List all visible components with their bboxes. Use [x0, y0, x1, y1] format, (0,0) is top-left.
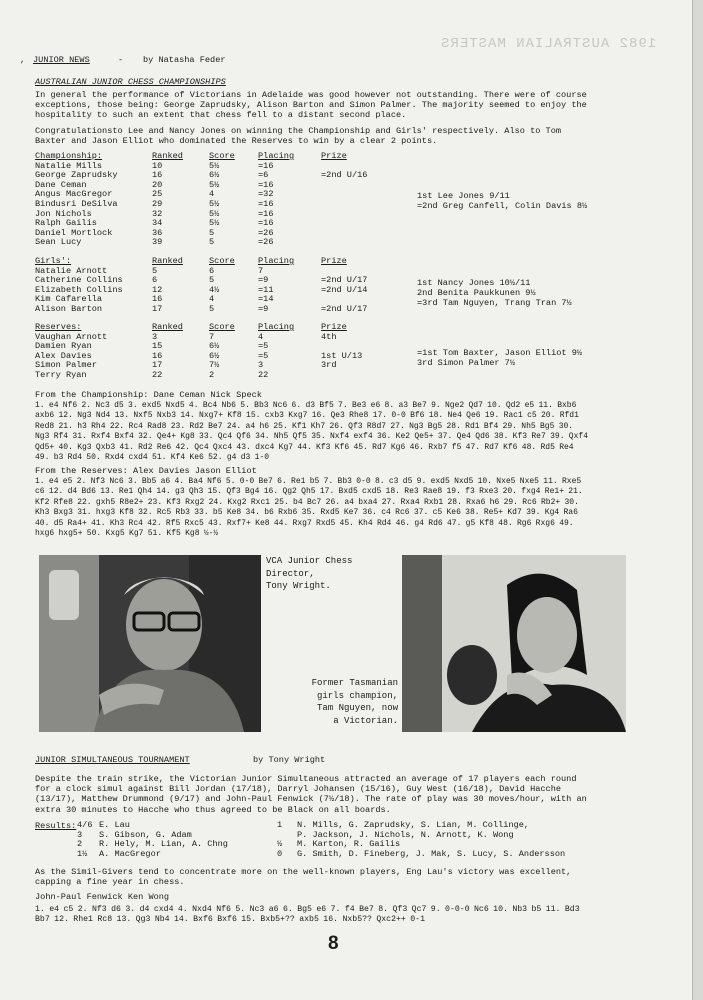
result-players: G. Smith, D. Fineberg, J. Mak, S. Lucy, S. Andersson: [297, 848, 566, 859]
result-score: 0: [277, 848, 283, 859]
prize-value: =2nd U/16: [321, 170, 368, 181]
reserves-rows: [35, 333, 362, 381]
col-prize: Prize: [321, 322, 347, 332]
results-left-table: [77, 821, 249, 859]
result-score: 2: [77, 839, 83, 850]
placing-value: =14: [258, 294, 274, 305]
results-left-rows: [77, 821, 249, 859]
player-name: Elizabeth Collins: [35, 284, 123, 295]
prize-value: 3rd: [321, 360, 337, 371]
ranked-value: 29: [152, 198, 163, 209]
placing-value: =16: [258, 160, 274, 171]
bleed-through-text: 1982 AUSTRALIAN MASTERS: [440, 36, 657, 52]
col-score: Score: [209, 256, 235, 266]
championship-note: =2nd Greg Canfell, Colin Davis 8½: [417, 201, 588, 211]
game2-moves: 1. e4 e5 2. Nf3 Nc6 3. Bb5 a6 4. Ba4 Nf6 5. 0-0 Be7 6. Re1 b5 7. Bb3 0-0 8. c3 d5 9. exd5 Nxd5 10. Nxe5 Nxe5 11. Rxe5 c6 12. d4 Bd6 13. Re1 Qh4 14. g3 Qh3 15. Qf3 Bg4 16. Qg2 Qh5 17. Bxd5 cxd5 18. Re3 Rae8 19. f3 Rxe3 20. fxg4 Re1+ 21. Kf2 Rfe8 22. gxh5 R8e2+ 23. Kf3 Rxg2 24. Kxg2 Rxc1 25. b4 Bc7 26. a4 bxa4 27. Rxa4 Rxb1 28. Rxa6 h6 29. Rc6 Rb2+ 30. Kh3 Bxg3 31. hxg3 Kf8 32. Rc5 Rb3 33. b5 Ke8 34. b6 Rxb6 35. Rxd5 Ke7 36. c4 Rc6 37. c5 Ke6 38. Re5+ Kd7 39. Kg4 Ra6 40. d5 Ra4+ 41. Kh3 Rc4 42. Rf5 Rxc5 43. Rxf7+ Ke8 44. Rxg7 Rxd5 45. Kh4 Rd4 46. g4 Rd6 47. g5 Kf8 48. Rg6 Rxg6 49. hxg6 hxg5+ 50. Kxg5 Kg7 51. Kf5 Kg8 ½-½: [35, 477, 583, 539]
placing-value: 7: [258, 265, 264, 276]
ranked-value: 3: [152, 331, 158, 342]
score-value: 7: [209, 331, 215, 342]
table-row: [35, 238, 367, 248]
ranked-value: 17: [152, 360, 163, 371]
photo-tony-wright: [39, 555, 261, 732]
result-players: E. Lau: [99, 820, 130, 830]
col-placing: Placing: [258, 322, 295, 332]
girls-note: 1st Nancy Jones 10½/11: [417, 278, 531, 288]
simul-title: JUNIOR SIMULTANEOUS TOURNAMENT: [35, 755, 190, 765]
col-ranked: Ranked: [152, 151, 183, 161]
score-value: 5½: [209, 179, 220, 190]
score-value: 6½: [209, 341, 220, 352]
prize-value: [321, 210, 367, 220]
score-value: 6½: [209, 170, 220, 181]
score-value: 5½: [209, 208, 220, 219]
col-ranked: Ranked: [152, 322, 183, 332]
championship-note: 1st Lee Jones 9/11: [417, 191, 510, 201]
player-name: Sean Lucy: [35, 237, 82, 248]
col-score: Score: [209, 151, 235, 161]
simul-byline: by Tony Wright: [253, 755, 326, 765]
placing-value: 4: [258, 331, 264, 342]
championships-subtitle: AUSTRALIAN JUNIOR CHESS CHAMPIONSHIPS: [35, 77, 226, 87]
simul-game-moves: 1. e4 c5 2. Nf3 d6 3. d4 cxd4 4. Nxd4 Nf6 5. Nc3 a6 6. Bg5 e6 7. f4 Be7 8. Qf3 Qc7 9. 0-0-0 Nc6 10. Nb3 b5 11. Bd3 Bb7 12. Rhe1 Rc8 13. Qg3 Nb4 14. Bxf6 Bxf6 15. Bxb5+?? axb5 16. Nxb5?? Qxc2++ 0-1: [35, 905, 580, 925]
simul-game-header: John-Paul Fenwick Ken Wong: [35, 892, 170, 902]
player-name: Angus MacGregor: [35, 189, 113, 200]
result-row: [77, 850, 249, 860]
section-title: Girls':: [35, 256, 72, 266]
player-name: Alison Barton: [35, 303, 103, 314]
player-name: Natalie Arnott: [35, 265, 108, 276]
player-name: Kim Cafarella: [35, 294, 103, 305]
score-value: 5: [209, 237, 215, 248]
score-value: 4: [209, 294, 215, 305]
result-score: 4/6: [77, 820, 93, 830]
table-row: [35, 305, 367, 315]
col-placing: Placing: [258, 151, 295, 161]
photo-tam-nguyen: [402, 555, 626, 732]
junior-news-title: JUNIOR NEWS: [33, 55, 90, 65]
results-label: Results:: [35, 821, 77, 831]
ranked-value: 20: [152, 179, 163, 190]
simul-closing: As the Simil-Givers tend to concentrate more on the well-known players, Eng Lau's victory was excellent, capping a fine year in chess.: [35, 867, 572, 888]
placing-value: =16: [258, 208, 274, 219]
prize-value: [321, 219, 367, 229]
prize-value: =2nd U/17: [321, 275, 368, 286]
byline: by Natasha Feder: [143, 55, 226, 65]
score-value: 2: [209, 369, 215, 380]
result-score: 1: [277, 820, 283, 830]
placing-value: =16: [258, 218, 274, 229]
reserves-note: 3rd Simon Palmer 7½: [417, 358, 515, 368]
table-row: [35, 371, 362, 381]
left-photo-caption: VCA Junior Chess Director, Tony Wright.: [266, 556, 353, 591]
ranked-value: 25: [152, 189, 163, 200]
simul-intro: Despite the train strike, the Victorian Junior Simultaneous attracted an average of 17 players each round for a clock simul against Bill Jordan (17/18), Darryl Johansen (15/16), Guy West (16/18), David Hacche (13/17), Matthew Drummond (9/17) and John-Paul Fenwick (7½/18). The rate of play was 30 moves/hour, with an extra 30 minutes to Hacche who thus agreed to be Black on all boards.: [35, 774, 587, 815]
reserves-note: =1st Tom Baxter, Jason Elliot 9½: [417, 348, 583, 358]
congrats-paragraph: Congratulationsto Lee and Nancy Jones on winning the Championship and Girls' respectively. Also to Tom Baxter and Jason Elliot who dominated the Reserves to win by a clear 2 points.: [35, 126, 562, 147]
reserves-table: [35, 323, 362, 381]
ranked-value: 12: [152, 284, 163, 295]
title-dash: -: [118, 55, 124, 65]
championship-rows: [35, 162, 367, 248]
ranked-value: 5: [152, 265, 158, 276]
score-value: 5½: [209, 218, 220, 229]
ranked-value: 16: [152, 170, 163, 181]
player-name: Vaughan Arnott: [35, 331, 108, 342]
player-name: George Zaprudsky: [35, 170, 118, 181]
ranked-value: 16: [152, 294, 163, 305]
score-value: 6½: [209, 350, 220, 361]
results-right-rows: [277, 821, 587, 859]
ranked-value: 16: [152, 350, 163, 361]
prize-value: [321, 181, 367, 191]
championship-table: [35, 152, 367, 248]
game1-moves: 1. e4 Nf6 2. Nc3 d5 3. exd5 Nxd5 4. Bc4 Nb6 5. Bb3 Nc6 6. d3 Bf5 7. Be3 e6 8. a3 Be7 9. Nge2 Qd7 10. Qd2 e5 11. Bxb6 axb6 12. Ng3 Nd4 13. Nxf5 Nxb3 14. Nxg7+ Kf8 15. cxb3 Kxg7 16. Qe3 Rhe8 17. 0-0 Bf6 18. Ne4 Qe6 19. Rac1 c5 20. Rfd1 Red8 21. h3 Rh4 22. Rc4 Rad8 23. Rd2 Be7 24. a4 h6 25. Kf1 Kh7 26. Qf3 R8d7 27. Ng3 Bg5 28. Rd1 Bf4 29. Nh5 Bg5 30. Ng3 Rf4 31. Rxf4 Bxf4 32. Qe4+ Kg8 33. Qc4 Qf6 34. Nh5 Qf5 35. Nxf4 exf4 36. Ke2 Qe5+ 37. Qe4 Qd6 38. Kf3 Re7 39. Qxf4 Qd5+ 40. Kg3 Qxb3 41. Rd2 Re6 42. Qc4 Qxc4 43. dxc4 Kg7 44. Kf3 Kf6 45. Rd7 Kg6 46. Rxb7 f5 47. Rd7 Kf6 48. Rd5 Re4 49. b3 Rd4 50. Rxd4 cxd4 51. Kf4 Ke6 52. g4 d3 1-0: [35, 401, 588, 463]
girls-note: =3rd Tam Nguyen, Trang Tran 7½: [417, 298, 572, 308]
page-edge: [692, 0, 703, 1000]
col-placing: Placing: [258, 256, 295, 266]
page-number: 8: [328, 933, 339, 954]
prize-value: 4th: [321, 331, 337, 342]
prize-value: =2nd U/14: [321, 284, 368, 295]
placing-value: =6: [258, 170, 269, 181]
ranked-value: 39: [152, 237, 163, 248]
col-prize: Prize: [321, 256, 347, 266]
result-players: A. MacGregor: [99, 848, 161, 859]
placing-value: 22: [258, 369, 269, 380]
ranked-value: 34: [152, 218, 163, 229]
placing-value: =26: [258, 237, 274, 248]
score-value: 6: [209, 265, 215, 276]
score-value: 4: [209, 189, 215, 200]
prize-value: 1st U/13: [321, 350, 363, 361]
bullet-mark: ,: [20, 55, 26, 65]
result-score: ½: [277, 839, 283, 850]
result-players: S. Gibson, G. Adam: [99, 829, 192, 840]
results-right-table: [277, 821, 587, 859]
ranked-value: 22: [152, 369, 163, 380]
player-name: Bindusri DeSilva: [35, 198, 118, 209]
placing-value: =32: [258, 189, 274, 200]
girls-table: [35, 257, 367, 315]
col-prize: Prize: [321, 151, 347, 161]
player-name: Daniel Mortlock: [35, 227, 113, 238]
player-name: Alex Davies: [35, 350, 92, 361]
player-name: Damien Ryan: [35, 341, 92, 352]
player-name: Simon Palmer: [35, 360, 97, 371]
score-value: 5½: [209, 160, 220, 171]
intro-paragraph: In general the performance of Victorians in Adelaide was good however not outstanding. There were of course exceptions, those being: George Zaprudsky, Alison Barton and Simon Palmer. The majority seemed to enjoy the hospitality to such an extent that chess fell to a distant second place.: [35, 90, 587, 121]
table-row: [35, 229, 367, 239]
player-name: Dane Ceman: [35, 179, 87, 190]
prize-value: =2nd U/17: [321, 303, 368, 314]
player-name: Ralph Gailis: [35, 218, 97, 229]
score-value: 7½: [209, 360, 220, 371]
player-name: Catherine Collins: [35, 275, 123, 286]
placing-value: =11: [258, 284, 274, 295]
section-title: Reserves:: [35, 322, 82, 332]
placing-value: =9: [258, 303, 269, 314]
score-value: 5: [209, 227, 215, 238]
result-players: N. Mills, G. Zaprudsky, S. Lian, M. Collinge,: [297, 820, 530, 830]
girls-note: 2nd Benita Paukkunen 9½: [417, 288, 536, 298]
ranked-value: 17: [152, 303, 163, 314]
prize-value: [321, 200, 367, 210]
ranked-value: 36: [152, 227, 163, 238]
prize-value: [321, 229, 367, 239]
prize-value: [321, 238, 367, 248]
score-value: 5½: [209, 198, 220, 209]
prize-value: [321, 371, 362, 381]
ranked-value: 6: [152, 275, 158, 286]
placing-value: =5: [258, 350, 269, 361]
ranked-value: 15: [152, 341, 163, 352]
score-value: 5: [209, 303, 215, 314]
placing-value: =5: [258, 341, 269, 352]
placing-value: =16: [258, 198, 274, 209]
ranked-value: 32: [152, 208, 163, 219]
placing-value: =16: [258, 179, 274, 190]
placing-value: =26: [258, 227, 274, 238]
player-name: Natalie Mills: [35, 160, 103, 171]
game1-header: From the Championship: Dane Ceman Nick Speck: [35, 390, 262, 400]
placing-value: =9: [258, 275, 269, 286]
col-score: Score: [209, 322, 235, 332]
result-players: R. Hely, M. Lian, A. Chng: [99, 839, 228, 850]
player-name: Jon Nichols: [35, 208, 92, 219]
prize-value: [321, 190, 367, 200]
score-value: 5: [209, 275, 215, 286]
section-title: Championship:: [35, 151, 103, 161]
result-row: [277, 850, 587, 860]
result-players: P. Jackson, J. Nichols, N. Arnott, K. Wong: [297, 829, 514, 840]
player-name: Terry Ryan: [35, 369, 87, 380]
placing-value: 3: [258, 360, 264, 371]
score-value: 4½: [209, 284, 220, 295]
girls-rows: [35, 267, 367, 315]
result-players: M. Karton, R. Gailis: [297, 839, 401, 850]
result-score: 3: [77, 829, 83, 840]
ranked-value: 10: [152, 160, 163, 171]
col-ranked: Ranked: [152, 256, 183, 266]
result-score: 1½: [77, 848, 88, 859]
game2-header: From the Reserves: Alex Davies Jason Elliot: [35, 466, 257, 476]
right-photo-caption: Former Tasmanian girls champion, Tam Nguyen, now a Victorian.: [311, 678, 398, 726]
